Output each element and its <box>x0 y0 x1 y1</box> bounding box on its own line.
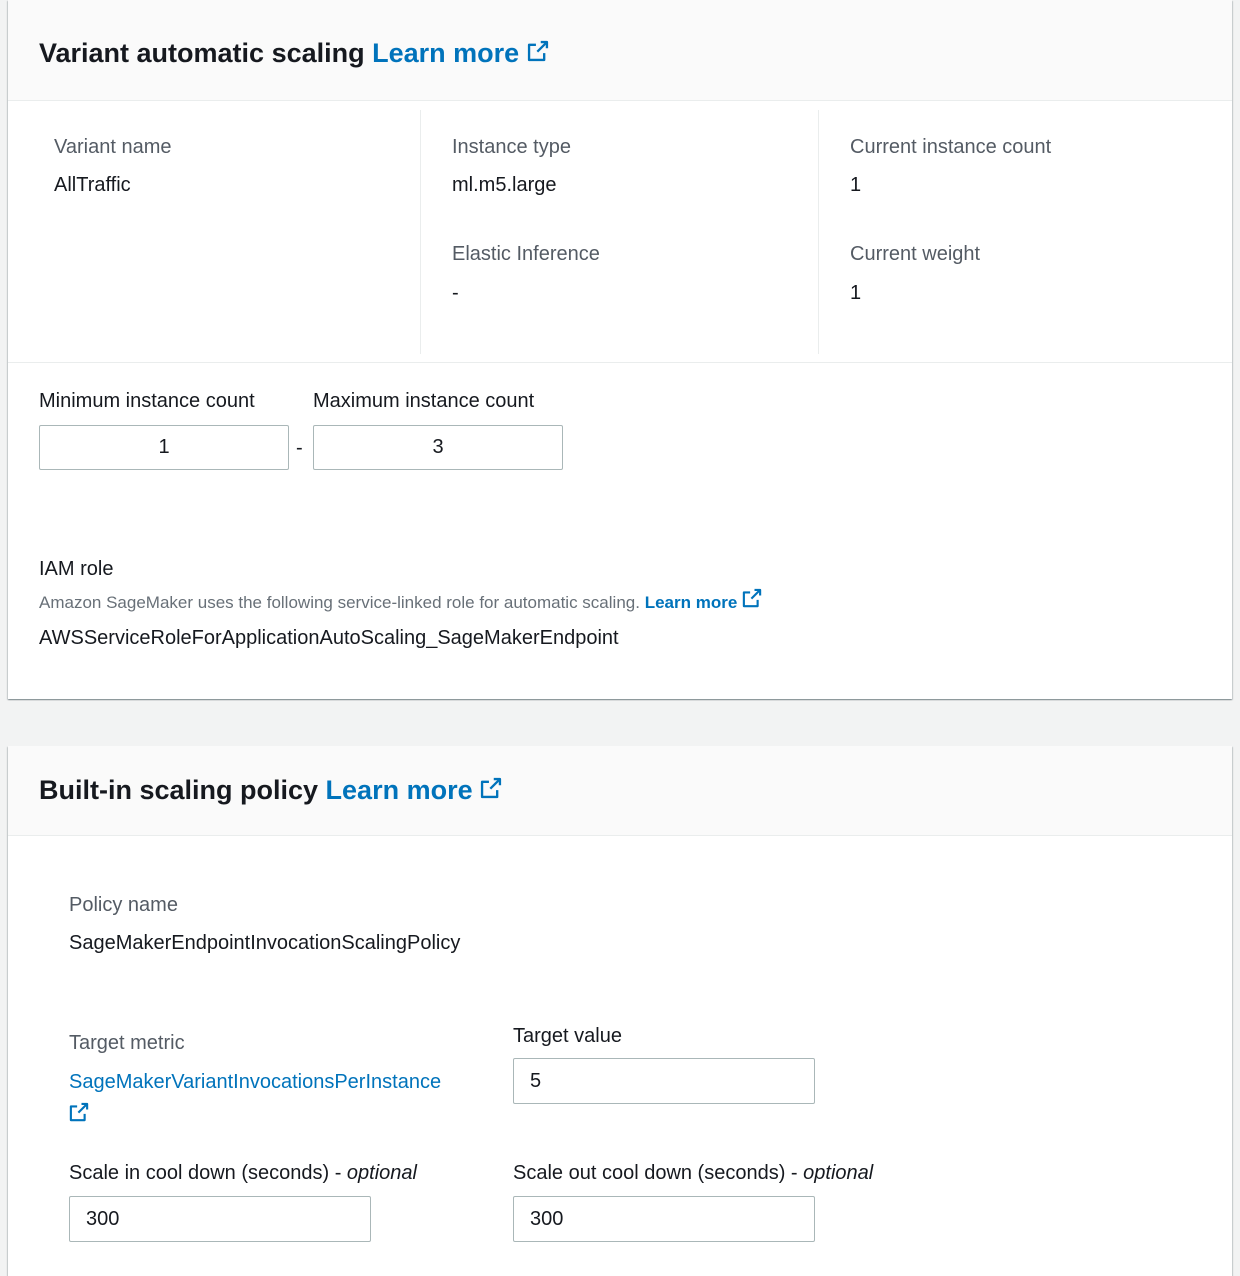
iam-role-learn-more-link[interactable] <box>645 593 762 612</box>
variant-scaling-title <box>39 38 549 69</box>
policy-name-value: SageMakerEndpointInvocationScalingPolicy <box>69 932 461 954</box>
elastic-inference-value: - <box>452 282 459 304</box>
scale-in-optional-text: optional <box>346 1162 417 1184</box>
external-link-icon <box>527 40 549 62</box>
built-in-scaling-policy-panel <box>8 746 1232 1276</box>
scale-in-cool-down-label <box>69 1162 417 1185</box>
instance-type-label: Instance type <box>452 136 571 158</box>
scale-out-cool-down-input[interactable] <box>513 1196 815 1242</box>
elastic-inference-label: Elastic Inference <box>452 243 600 265</box>
scaling-policy-title-text: Built-in scaling policy <box>39 775 319 805</box>
variant-name-value: AllTraffic <box>54 174 131 196</box>
scaling-policy-title <box>39 775 502 806</box>
iam-role-learn-more-text: Learn more <box>644 593 738 612</box>
variant-name-label: Variant name <box>54 136 172 158</box>
iam-role-label: IAM role <box>39 558 114 580</box>
external-link-icon <box>742 588 762 608</box>
external-link-icon <box>69 1102 89 1122</box>
target-metric-link[interactable] <box>69 1065 464 1133</box>
variant-scaling-header <box>8 0 1232 101</box>
current-weight-value: 1 <box>850 282 862 304</box>
scale-out-optional-text: optional <box>803 1162 874 1184</box>
range-separator: - <box>296 437 303 459</box>
maximum-instance-count-input[interactable] <box>313 425 563 470</box>
target-metric-text: SageMakerVariantInvocationsPerInstance <box>69 1071 442 1093</box>
current-instance-count-label: Current instance count <box>850 136 1052 158</box>
scale-out-cool-down-label <box>513 1162 873 1185</box>
minimum-instance-count-label: Minimum instance count <box>39 390 255 412</box>
column-divider <box>420 110 421 354</box>
scale-in-cool-down-label-text: Scale in cool down (seconds) - <box>69 1162 347 1184</box>
variant-automatic-scaling-panel <box>8 0 1232 699</box>
variant-scaling-learn-more-text: Learn more <box>372 38 520 68</box>
scale-in-cool-down-input[interactable] <box>69 1196 371 1242</box>
scaling-policy-learn-more-text: Learn more <box>325 775 473 805</box>
column-divider <box>818 110 819 354</box>
scaling-policy-header <box>8 746 1232 836</box>
maximum-instance-count-label: Maximum instance count <box>313 390 535 412</box>
minimum-instance-count-input[interactable] <box>39 425 289 470</box>
policy-name-label: Policy name <box>69 894 178 916</box>
section-divider <box>8 362 1232 363</box>
iam-role-description-text: Amazon SageMaker uses the following service-linked role for automatic scaling. <box>39 593 640 612</box>
iam-role-description <box>39 588 762 613</box>
current-instance-count-value: 1 <box>850 174 862 196</box>
target-value-label: Target value <box>513 1025 622 1047</box>
iam-role-value: AWSServiceRoleForApplicationAutoScaling_SageMakerEndpoint <box>39 627 619 649</box>
target-value-input[interactable] <box>513 1058 815 1104</box>
external-link-icon <box>480 777 502 799</box>
scale-out-cool-down-label-text: Scale out cool down (seconds) - <box>513 1162 804 1184</box>
variant-scaling-title-text: Variant automatic scaling <box>39 38 365 68</box>
target-metric-label: Target metric <box>69 1032 185 1054</box>
current-weight-label: Current weight <box>850 243 981 265</box>
instance-type-value: ml.m5.large <box>452 174 557 196</box>
scaling-policy-learn-more-link[interactable] <box>326 775 503 805</box>
variant-scaling-learn-more-link[interactable] <box>372 38 549 68</box>
